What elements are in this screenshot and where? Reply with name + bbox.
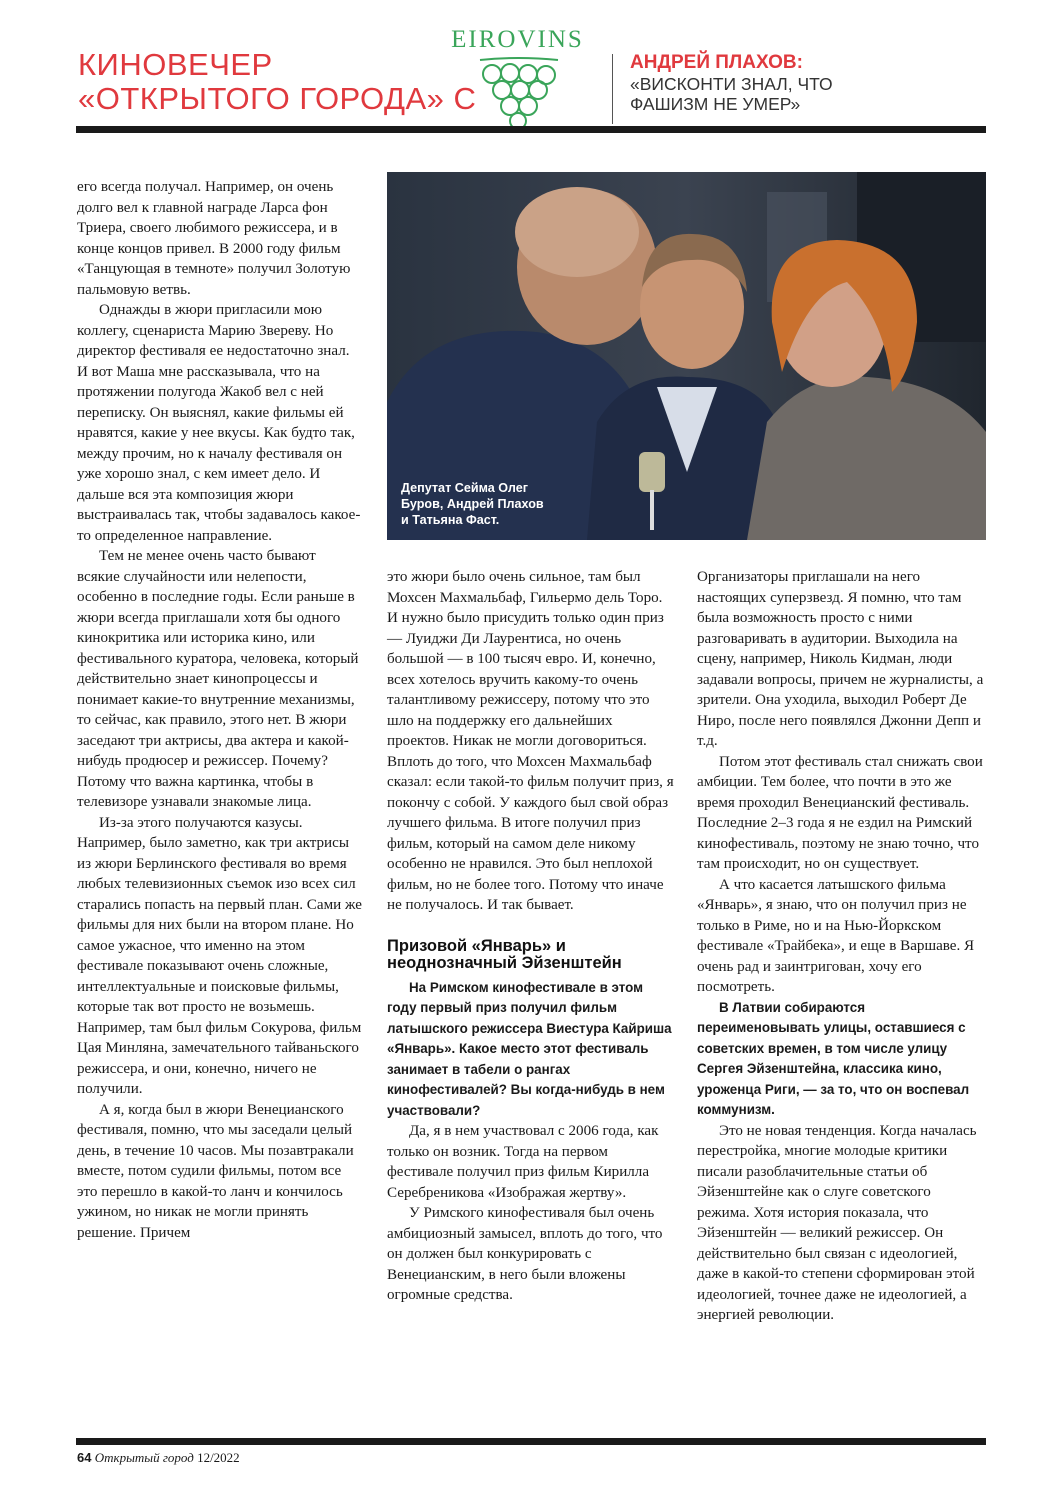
footer-rule — [76, 1438, 986, 1445]
text-column-3 — [697, 567, 987, 1326]
interview-question: В Латвии собираются переименовывать улицы, оставшиеся с советских времен, в том числе улицу Сергея Эйзенштейна, классика кино, уроженца Риги, — за то, что он воспевал коммунизм. — [697, 999, 970, 1117]
header-rule — [76, 126, 986, 133]
paragraph: Да, я в нем участвовал с 2006 года, как только он возник. Тогда на первом фестивале получил приз фильм Кирилла Серебреникова «Изображая жертву». — [387, 1123, 659, 1201]
article-subtitle-line2: ФАШИЗМ НЕ УМЕР» — [630, 94, 801, 114]
paragraph: его всегда получал. Например, он очень долго вел к главной награде Ларса фон Триера, своего любимого режиссера, и в конце концов привел. В 2000 году фильм «Танцующая в темноте» получил Золотую пальмовую ветвь. — [77, 179, 351, 298]
text-column-1 — [77, 177, 362, 1243]
eirovins-logo — [430, 26, 605, 126]
header-title-line1: КИНОВЕЧЕР — [78, 47, 273, 82]
paragraph: это жюри было очень сильное, там был Мохсен Махмальбаф, Гильермо дель Торо. И нужно было присудить только один приз — Луиджи Ди Лаурентиса, но очень большой — в 100 тысяч евро. И, конечно, всех хотелось вручить какому-то очень талантливому режиссеру, потому что это шло на поддержку его дальнейших проектов. Никак не могли договориться. Вплоть до того, что Мохсен Махмальбаф сказал: если такой-то фильм получит приз, я покончу с собой. У каждого был свой образ лучшего фильма. В итоге получил приз фильм, который на самом деле никому особенно не нравился. Это был неплохой фильм, но не более того. Потому что иначе не получалось. И так бывает. — [387, 569, 674, 913]
header-article-title — [630, 52, 990, 114]
logo-text: EIROVINS — [451, 26, 584, 53]
paragraph: Тем не менее очень часто бывают всякие случайности или нелепости, особенно в последние годы. Если раньше в жюри всегда приглашали хотя бы одного кинокритика или историка кино, или фестивального куратора, человека, который действительно знает кинопроцессы и понимает какие-то внутренние механизмы, то сейчас, как правило, этого нет. В жюри заседают три актрисы, два актера и какой-нибудь продюсер и режиссер. Почему? Потому что важна картинка, чтобы в телевизоре узнавали знакомые лица. — [77, 548, 359, 810]
magazine-name: Открытый город — [94, 1450, 194, 1465]
paragraph: Организаторы приглашали на него настоящих суперзвезд. Я помню, что там была возможность просто с ними разговаривать в аудитории. Выходила на сцену, например, Николь Кидман, люди задавали вопросы, причем не журналисты, а зрители. Она уходила, выходил Роберт Де Ниро, после него появлялся Джонни Депп и т.д. — [697, 569, 984, 749]
page-number: 64 — [77, 1450, 92, 1465]
article-subtitle-line1: «ВИСКОНТИ ЗНАЛ, ЧТО — [630, 74, 833, 94]
paragraph: У Римского кинофестиваля был очень амбициозный замысел, вплоть до того, что он должен был конкурировать с Венецианским, в него были вложены огромные средства. — [387, 1205, 663, 1303]
header-divider — [612, 54, 613, 124]
photo-caption-line3: и Татьяна Фаст. — [401, 513, 500, 527]
interview-question: На Римском кинофестивале в этом году первый приз получил фильм латышского режиссера Виестура Кайриша «Январь». Какое место этот фестиваль занимает в табели о рангах кинофестивалей? Вы когда-нибудь в нем участвовали? — [387, 979, 672, 1118]
issue-number: 12/2022 — [197, 1450, 240, 1465]
paragraph: Потом этот фестиваль стал снижать свои амбиции. Тем более, что почти в это же время проходил Венецианский фестиваль. Последние 2–3 года я не ездил на Римский кинофестиваль, поэтому не знаю точно, что там происходит, но он существует. — [697, 753, 983, 872]
photo-caption-line2: Буров, Андрей Плахов — [401, 497, 544, 511]
text-column-2 — [387, 567, 674, 1306]
paragraph: Из-за этого получаются казусы. Например, было заметно, как три актрисы из жюри Берлинского фестиваля во время любых телевизионных съемок изо всех сил старались попасть на первый план. Сами же фильмы для них были на втором плане. Но самое ужасное, что именно на этом фестивале показывают очень сложные, интеллектуальные и поисковые фильмы, которые так вот просто не возьмешь. Например, там был фильм Сокурова, фильм Цая Минляна, замечательного тайваньского режиссера, и они, конечно, ничего не получили. — [77, 814, 362, 1097]
paragraph: А что касается латышского фильма «Январь», я знаю, что он получил приз не только в Риме, но и на Нью-Йоркском фестивале «Трайбека», и еще в Варшаве. Я очень рад и заинтригован, хочу его посмотреть. — [697, 876, 975, 995]
page-footer — [77, 1450, 240, 1466]
grapes-icon — [430, 26, 605, 126]
paragraph: Однажды в жюри пригласили мою коллегу, сценариста Марию Звереву. Но директор фестиваля ее недостаточно знал. И вот Маша мне рассказывала, что на протяжении полугода Жакоб вел с ней переписку. Он выяснял, какие фильмы ей нравятся, какие у нее вкусы. Как будто так, между прочим, но к началу фестиваля он уже хорошо знал, с кем имеет дело. И дальше вся эта композиция жюри выстраивалась так, чтобы задавалось какое-то определенное направление. — [77, 302, 361, 544]
article-author-title: АНДРЕЙ ПЛАХОВ: — [630, 52, 803, 73]
photo-caption-line1: Депутат Сейма Олег — [401, 481, 528, 495]
paragraph: А я, когда был в жюри Венецианского фестиваля, помню, что мы заседали целый день, в течение 10 часов. Мы позавтракали вместе, потом судили фильмы, потом все это перешло в какой-то ланч и кончилось ужином, но никак не могли принять решение. Причем — [77, 1101, 354, 1241]
section-subheading: Призовой «Январь» и неоднозначный Эйзенштейн — [387, 936, 622, 972]
paragraph: Это не новая тенденция. Когда началась перестройка, многие молодые критики писали разоблачительные статьи об Эйзенштейне как о слуге советского режима. Хотя история показала, что Эйзенштейн — великий режиссер. Он действительно был связан с идеологией, даже в какой-то степени сформирован этой идеологией, точнее даже не идеологией, а энергией революции. — [697, 1122, 977, 1323]
photo-caption — [401, 480, 611, 528]
header-title-line2: «ОТКРЫТОГО ГОРОДА» С — [78, 81, 477, 116]
event-photo — [387, 172, 986, 540]
